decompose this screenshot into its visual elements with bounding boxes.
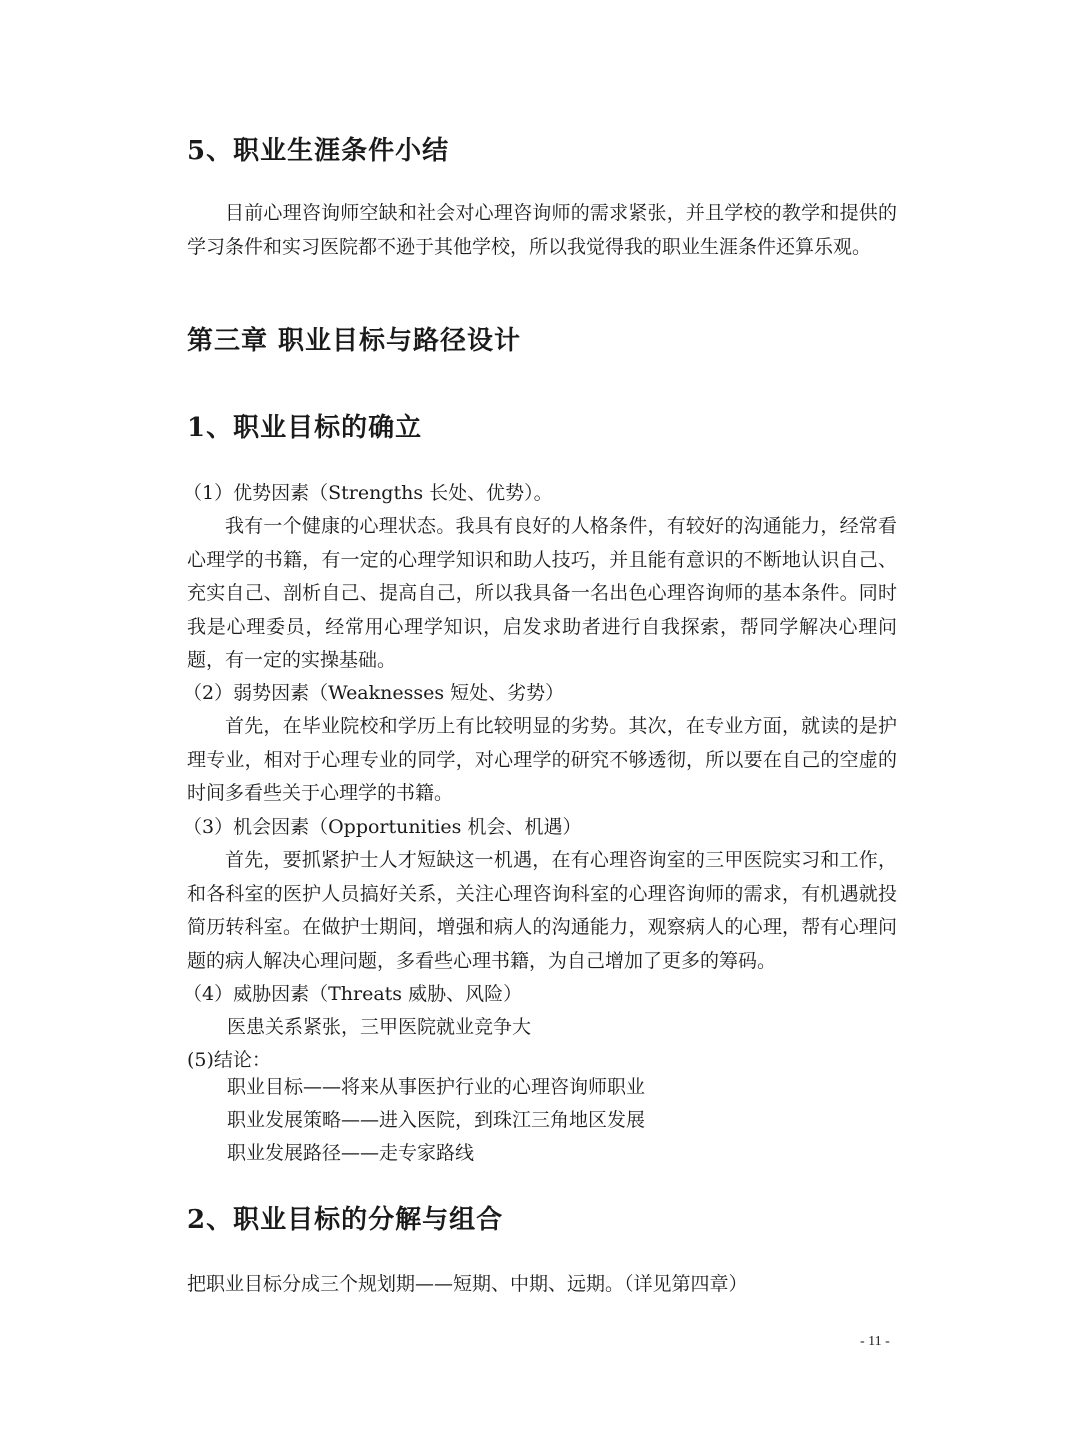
conclusion-line-3: 职业发展路径——走专家路线 (227, 1142, 475, 1164)
conclusion-line-1: 职业目标——将来从事医护行业的心理咨询师职业 (227, 1076, 646, 1098)
strengths-paragraph: 我有一个健康的心理状态。我具有良好的人格条件，有较好的沟通能力，经常看心理学的书籍，有一定的心理学知识和助人技巧，并且能有意识的不断地认识自己、充实自己、剖析自己、提高自己，所以我具备一名出色心理咨询师的基本条件。同时我是心理委员，经常用心理学知识，启发求助者进行自我探索，帮同学解决心理问题，有一定的实操基础。 (187, 515, 897, 671)
threats-text: 医患关系紧张，三甲医院就业竞争大 (227, 1016, 532, 1038)
opportunities-label: （3）机会因素（Opportunities 机会、机遇） (183, 816, 582, 838)
opportunities-paragraph: 首先，要抓紧护士人才短缺这一机遇，在有心理咨询室的三甲医院实习和工作，和各科室的医护人员搞好关系，关注心理咨询科室的心理咨询师的需求，有机遇就投简历转科室。在做护士期间，增强和病人的沟通能力，观察病人的心理，帮有心理问题的病人解决心理问题，多看些心理书籍，为自己增加了更多的筹码。 (187, 849, 897, 972)
section-5-paragraph: 目前心理咨询师空缺和社会对心理咨询师的需求紧张，并且学校的教学和提供的学习条件和实习医院都不逊于其他学校，所以我觉得我的职业生涯条件还算乐观。 (187, 202, 897, 258)
chapter-heading: 第三章 职业目标与路径设计 (187, 326, 522, 356)
section-heading-2: 2、职业目标的分解与组合 (187, 1205, 504, 1235)
conclusion-line-2: 职业发展策略——进入医院，到珠江三角地区发展 (227, 1109, 646, 1131)
section-2-paragraph: 把职业目标分成三个规划期——短期、中期、远期。（详见第四章） (187, 1273, 748, 1295)
document-page (183, 0, 899, 1440)
weaknesses-paragraph: 首先，在毕业院校和学历上有比较明显的劣势。其次，在专业方面，就读的是护理专业，相对于心理专业的同学，对心理学的研究不够透彻，所以要在自己的空虚的时间多看些关于心理学的书籍。 (187, 715, 897, 804)
page-number: - 11 - (860, 1334, 890, 1349)
conclusion-label: (5)结论： (187, 1049, 271, 1071)
section-heading-5: 5、职业生涯条件小结 (187, 136, 450, 166)
strengths-label: （1）优势因素（Strengths 长处、优势）。 (183, 482, 553, 504)
weaknesses-label: （2）弱势因素（Weaknesses 短处、劣势） (183, 682, 565, 704)
section-heading-1: 1、职业目标的确立 (187, 413, 423, 443)
threats-label: （4）威胁因素（Threats 威胁、风险） (183, 983, 523, 1005)
